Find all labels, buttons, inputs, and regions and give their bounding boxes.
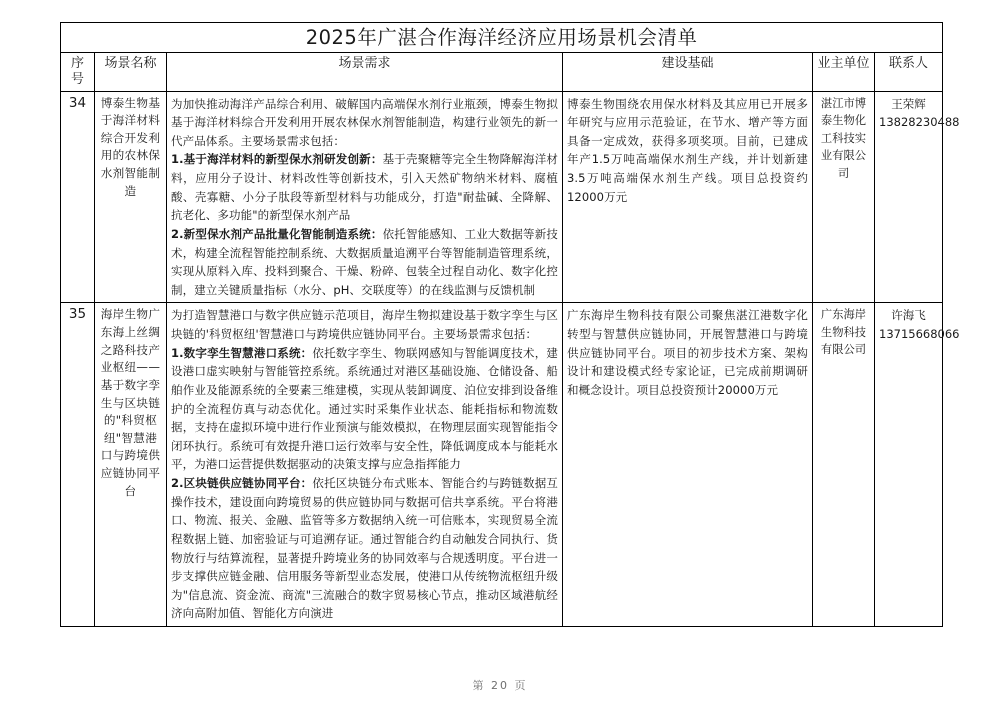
column-header-index: 序号: [61, 53, 95, 91]
requirement-intro: 为加快推动海洋产品综合利用、破解国内高端保水剂行业瓶颈，博泰生物拟基于海洋材料综合开发利用开展农林保水剂智能制造，构建行业领先的新一代产品体系。主要场景需求包括：: [171, 96, 558, 148]
requirement-item-lead: 2.区块链供应链协同平台：: [171, 476, 313, 491]
requirement-item-lead: 1.数字孪生智慧港口系统：: [171, 345, 313, 360]
row-scene-name: 博泰生物基于海洋材料综合开发利用的农林保水剂智能制造: [95, 91, 167, 303]
requirement-item: [171, 150, 558, 225]
requirement-item-body: 依托智能感知、工业大数据等新技术，构建全流程智能控制系统、大数据质量追溯平台等智能制造管理系统，实现从原料入库、投料到聚合、干燥、粉碎、包装全过程自动化、数字化控制，建立关键质量指标（水分、pH、交联度等）的在线监测与反馈机制: [171, 226, 558, 297]
requirement-item-body: 依托数字孪生、物联网感知与智能调度技术，建设港口虚实映射与智能管控系统。系统通过对港区基础设施、仓储设备、船舶作业及能源系统的全要素三维建模，实现从装卸调度、泊位安排到设备维护的全流程仿真与动态优化。通过实时采集作业状态、能耗指标和物流数据，支持在虚拟环境中进行作业预演与能效模拟，在物理层面实现智能指令闭环执行。系统可有效提升港口运行效率与安全性，降低调度成本与能耗水平，为港口运营提供数据驱动的决策支撑与应急指挥能力: [171, 345, 558, 472]
requirement-item-lead: 1.基于海洋材料的新型保水剂研发创新：: [171, 152, 383, 167]
row-construction-basis: 广东海岸生物科技有限公司聚焦湛江港数字化转型与智慧供应链协同，开展智慧港口与跨境供应链协同平台。项目的初步技术方案、架构设计和建设模式经专家论证，已完成前期调研和概念设计。项目总投资预计20000万元: [563, 303, 813, 627]
column-header-contact: 联系人: [875, 53, 943, 91]
column-header-owner-unit: 业主单位: [813, 53, 875, 91]
table-header-row: [61, 53, 943, 91]
row-index: 34: [61, 91, 95, 303]
table-row: [61, 91, 943, 303]
row-scene-requirement: [167, 91, 563, 303]
requirement-item: [171, 344, 558, 474]
row-contact: [875, 303, 960, 627]
row-construction-basis: 博泰生物围绕农用保水材料及其应用已开展多年研究与应用示范验证，在节水、增产等方面具备一定成效，获得多项奖项。目前，已建成年产1.5万吨高端保水剂生产线，并计划新建3.5万吨高端保水剂生产线。项目总投资约12000万元: [563, 91, 813, 303]
row-owner-unit: 湛江市博泰生物化工科技实业有限公司: [813, 91, 875, 303]
page-footer: 第 20 页: [472, 679, 528, 692]
opportunity-list-table: [60, 22, 960, 627]
row-scene-requirement: [167, 303, 563, 627]
column-header-scene-requirement: 场景需求: [167, 53, 563, 91]
requirement-item-body: 依托区块链分布式账本、智能合约与跨链数据互操作技术，建设面向跨境贸易的供应链协同与数据可信共享系统。平台将港口、物流、报关、金融、监管等多方数据纳入统一可信账本，实现贸易全流程数据上链、加密验证与可追溯存证。通过智能合约自动触发合同执行、货物放行与结算流程，显著提升跨境业务的协同效率与合规透明度。平台进一步支撑供应链金融、信用服务等新型业态发展，使港口从传统物流枢纽升级为"信息流、资金流、商流"三流融合的数字贸易核心节点，推动区域港航经济向高附加值、智能化方向演进: [171, 476, 558, 621]
requirement-item-body: 基于壳聚糖等完全生物降解海洋材料，应用分子设计、材料改性等创新技术，引入天然矿物纳米材料、腐植酸、壳寡糖、小分子肽段等新型材料与功能成分，打造"耐盐碱、全降解、抗老化、多功能"的新型保水剂产品: [171, 152, 558, 223]
contact-name: 王荣辉: [891, 96, 926, 111]
row-owner-unit: 广东海岸生物科技有限公司: [813, 303, 875, 627]
column-header-scene-name: 场景名称: [95, 53, 167, 91]
row-contact: [875, 91, 960, 303]
requirement-item-lead: 2.新型保水剂产品批量化智能制造系统：: [171, 226, 383, 241]
column-header-construction-basis: 建设基础: [563, 53, 813, 91]
contact-phone: 13715668066: [879, 326, 960, 341]
document-title: 2025年广湛合作海洋经济应用场景机会清单: [61, 23, 943, 53]
contact-phone: 13828230488: [879, 114, 960, 129]
row-index: 35: [61, 303, 95, 627]
requirement-item: [171, 225, 558, 300]
contact-name: 许海飞: [891, 308, 926, 323]
table-title-row: [61, 23, 943, 53]
table-row: [61, 303, 943, 627]
requirement-item: [171, 474, 558, 623]
row-scene-name: 海岸生物广东海上丝绸之路科技产业枢纽——基于数字孪生与区块链的"科贸枢纽"智慧港口与跨境供应链协同平台: [95, 303, 167, 627]
requirement-intro: 为打造智慧港口与数字供应链示范项目，海岸生物拟建设基于数字孪生与区块链的'科贸枢纽'智慧港口与跨境供应链协同平台。主要场景需求包括：: [171, 308, 558, 342]
